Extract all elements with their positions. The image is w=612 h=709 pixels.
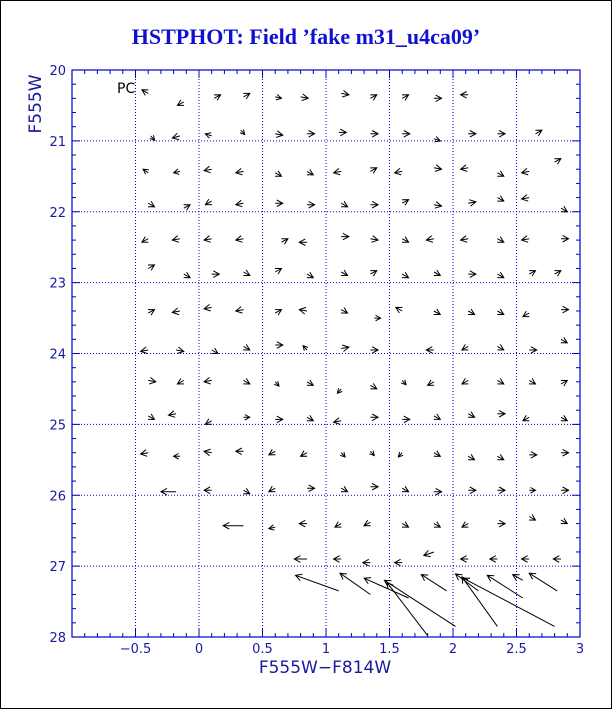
- vector-arrow: [236, 236, 244, 243]
- vector-arrow: [223, 522, 243, 529]
- vector-arrow: [307, 169, 314, 175]
- vector-arrow: [334, 168, 342, 175]
- vector-arrow: [497, 131, 505, 138]
- vector-arrow: [143, 169, 149, 174]
- vector-arrow: [214, 95, 221, 101]
- vector-arrow: [529, 573, 557, 591]
- vector-arrow: [434, 309, 441, 315]
- vector-arrow: [434, 137, 440, 142]
- vector-arrow: [434, 165, 442, 172]
- vector-arrow: [243, 270, 250, 276]
- vector-arrow: [243, 378, 250, 384]
- vector-arrow: [468, 487, 476, 494]
- vector-arrow: [462, 344, 469, 350]
- vector-arrow: [421, 575, 446, 591]
- vector-arrow: [402, 95, 409, 101]
- vector-arrow: [370, 271, 377, 277]
- vector-arrow: [184, 205, 191, 211]
- vector-arrow: [205, 133, 211, 139]
- vector-arrow: [402, 522, 409, 528]
- vector-arrow: [468, 412, 475, 418]
- vector-arrow: [561, 518, 568, 524]
- vector-arrow: [172, 308, 180, 315]
- vector-arrow: [142, 237, 149, 243]
- y-tick-label: 25: [49, 418, 66, 434]
- vector-arrow: [529, 488, 535, 494]
- vector-arrow: [487, 575, 523, 598]
- vector-arrow: [341, 270, 348, 276]
- vector-arrow: [529, 515, 536, 521]
- vector-arrow: [205, 419, 212, 425]
- vector-arrow: [212, 271, 220, 278]
- vector-arrow: [522, 168, 530, 175]
- vector-arrow: [370, 201, 378, 208]
- vector-arrow: [161, 488, 176, 495]
- vector-arrow: [335, 522, 342, 528]
- vector-arrow: [434, 451, 441, 457]
- vector-field: [141, 90, 569, 636]
- vector-arrow: [301, 451, 308, 457]
- vector-arrow: [370, 168, 377, 174]
- vector-arrow: [341, 233, 349, 240]
- vector-arrow: [204, 449, 212, 456]
- vector-arrow: [522, 556, 530, 563]
- x-tick-label: 1.5: [379, 642, 400, 657]
- vector-arrow: [523, 415, 530, 421]
- vector-arrow: [340, 452, 345, 457]
- vector-arrow: [307, 380, 314, 386]
- vector-arrow: [529, 347, 537, 354]
- vector-arrow: [204, 304, 212, 311]
- vector-arrow: [236, 307, 244, 314]
- axis-ticks: [72, 70, 580, 637]
- vector-arrow: [402, 416, 410, 423]
- vector-arrow: [148, 265, 155, 271]
- vector-arrow: [275, 310, 282, 316]
- vector-arrow: [244, 415, 250, 421]
- vector-arrow: [395, 168, 403, 175]
- vector-arrow: [522, 195, 530, 202]
- vector-arrow: [174, 454, 180, 460]
- vector-arrow: [236, 448, 244, 455]
- vector-arrow: [553, 556, 561, 563]
- vector-arrow: [275, 416, 283, 423]
- vector-arrow: [561, 449, 569, 456]
- vector-arrow: [148, 310, 155, 316]
- x-tick-label: 2: [448, 642, 458, 657]
- vector-arrow: [468, 200, 476, 207]
- vector-arrow: [176, 347, 184, 354]
- vector-arrow: [395, 559, 403, 566]
- vector-arrow: [426, 236, 434, 243]
- vector-arrow: [204, 166, 212, 173]
- vector-arrow: [294, 556, 307, 563]
- vector-arrow: [513, 575, 523, 581]
- y-axis-label: F555W: [26, 74, 46, 134]
- vector-arrow: [398, 452, 403, 457]
- vector-arrow: [561, 415, 568, 421]
- vector-arrow: [301, 94, 309, 101]
- vector-arrow: [529, 378, 536, 384]
- vector-arrow: [370, 383, 377, 389]
- vector-arrow: [303, 346, 308, 351]
- vector-arrow: [561, 306, 569, 313]
- pc-annotation: PC: [117, 81, 136, 97]
- vector-arrow: [275, 269, 282, 275]
- vector-arrow: [461, 165, 469, 172]
- vector-arrow: [204, 487, 212, 494]
- vector-arrow: [468, 271, 476, 278]
- vector-arrow: [243, 93, 250, 99]
- vector-arrow: [401, 380, 406, 385]
- vector-arrow: [236, 200, 244, 207]
- vector-arrow: [142, 90, 149, 96]
- vector-arrow: [148, 377, 156, 384]
- vector-arrow: [463, 578, 554, 626]
- vector-arrow: [402, 272, 409, 278]
- vector-arrow: [364, 520, 371, 526]
- vector-arrow: [370, 484, 378, 491]
- vector-arrow: [434, 414, 441, 420]
- vector-arrow: [497, 272, 504, 278]
- vector-arrow: [387, 582, 428, 635]
- vector-arrow: [554, 271, 561, 277]
- vector-arrow: [174, 169, 180, 175]
- vector-arrow: [169, 411, 177, 418]
- vector-arrow: [468, 309, 475, 315]
- vector-arrow: [370, 236, 378, 243]
- vector-arrow: [334, 418, 342, 425]
- vector-arrow: [337, 388, 342, 393]
- y-tick-label: 21: [49, 134, 66, 150]
- vector-arrow: [307, 485, 315, 492]
- vector-arrow: [370, 95, 377, 101]
- x-tick-label: 3: [575, 642, 585, 657]
- vector-arrow: [535, 130, 542, 136]
- vector-arrow: [148, 414, 155, 420]
- vector-arrow: [461, 92, 469, 99]
- vector-arrow: [177, 100, 184, 106]
- vector-arrow: [370, 131, 378, 138]
- vector-arrow: [150, 135, 155, 140]
- vector-arrow: [561, 206, 568, 212]
- vector-arrow: [148, 201, 155, 207]
- vector-arrow: [497, 344, 504, 350]
- vector-arrow: [434, 202, 442, 209]
- y-tick-label: 28: [49, 631, 66, 646]
- vector-arrow: [434, 270, 441, 276]
- vector-arrow: [275, 342, 283, 349]
- vector-arrow: [374, 315, 380, 321]
- vector-arrow: [402, 131, 410, 138]
- vector-arrow: [497, 411, 505, 418]
- x-axis-label: F555W−F814W: [258, 658, 392, 678]
- x-tick-label: −0.5: [119, 642, 152, 657]
- vector-arrow: [468, 131, 476, 138]
- vector-arrow: [307, 272, 314, 278]
- vector-arrow: [243, 344, 250, 350]
- vector-arrow: [275, 171, 282, 177]
- y-tick-label: 22: [49, 205, 66, 221]
- vector-arrow: [307, 201, 315, 208]
- vector-arrow: [497, 196, 504, 202]
- vector-arrow: [497, 520, 505, 527]
- vector-arrow: [307, 415, 314, 421]
- vector-arrow: [299, 520, 307, 527]
- vector-arrow: [269, 525, 275, 531]
- vector-arrow: [434, 95, 442, 102]
- vector-arrow: [497, 378, 504, 384]
- vector-arrow: [369, 451, 374, 456]
- vector-arrow: [236, 168, 244, 175]
- vector-arrow: [384, 580, 455, 626]
- vector-arrow: [529, 271, 536, 277]
- vector-arrow: [340, 573, 370, 594]
- y-tick-label: 20: [49, 64, 66, 79]
- x-tick-label: 0: [194, 642, 204, 657]
- vector-arrow: [269, 486, 276, 492]
- y-tick-label: 23: [49, 276, 66, 292]
- vector-arrow: [529, 452, 537, 459]
- vector-arrow: [434, 522, 441, 528]
- vector-arrow: [274, 381, 279, 386]
- y-tick-label: 24: [49, 347, 66, 363]
- vector-arrow: [424, 550, 434, 556]
- vector-arrow: [402, 237, 409, 243]
- vector-arrow: [296, 574, 339, 591]
- vector-arrow: [426, 347, 434, 354]
- vector-arrow: [339, 129, 347, 136]
- vector-arrow: [212, 348, 219, 354]
- vector-arrow: [561, 487, 569, 494]
- vector-arrow: [243, 488, 250, 494]
- vector-arrow: [363, 559, 371, 566]
- vector-arrow: [461, 236, 469, 243]
- vector-arrow: [240, 130, 245, 135]
- y-tick-label: 27: [49, 560, 66, 576]
- vector-arrow: [205, 199, 212, 205]
- x-tick-label: 1: [321, 642, 331, 657]
- vector-arrow: [341, 201, 348, 207]
- vector-arrow: [402, 486, 409, 492]
- vector-arrow: [497, 237, 504, 243]
- vector-arrow: [334, 556, 342, 563]
- chart-title: HSTPHOT: Field ’fake m31_u4ca09’: [131, 24, 481, 49]
- grid-lines: [72, 70, 580, 637]
- vector-arrow: [341, 90, 349, 97]
- vector-arrow: [370, 414, 378, 421]
- vector-arrow: [497, 487, 505, 494]
- vector-arrow: [497, 454, 504, 460]
- vector-arrow: [172, 133, 180, 139]
- vector-arrow: [461, 556, 469, 563]
- vector-arrow: [523, 311, 530, 317]
- vector-arrow: [341, 308, 348, 314]
- vector-arrow: [281, 239, 288, 245]
- vector-arrow: [172, 236, 180, 243]
- vector-arrow: [141, 450, 149, 457]
- vector-arrow: [341, 345, 349, 352]
- vector-arrow: [554, 159, 561, 165]
- vector-arrow: [275, 131, 283, 138]
- vector-arrow: [341, 486, 348, 492]
- vector-arrow: [456, 574, 479, 591]
- vector-arrow: [497, 171, 504, 177]
- x-tick-label: 2.5: [506, 642, 527, 657]
- vector-arrow: [561, 235, 569, 242]
- vector-arrow: [522, 236, 530, 243]
- vector-arrow: [204, 236, 212, 243]
- vector-arrow: [402, 200, 409, 206]
- vector-arrow: [462, 522, 469, 528]
- vector-arrow: [370, 347, 378, 354]
- vector-arrow: [269, 449, 276, 455]
- vector-arrow: [204, 377, 212, 384]
- vector-arrow: [497, 309, 504, 315]
- vector-arrow: [428, 380, 435, 386]
- vector-arrow: [462, 378, 469, 384]
- y-tick-label: 26: [49, 489, 66, 505]
- plot-area: [72, 70, 580, 637]
- vector-arrow: [299, 307, 307, 314]
- vector-arrow: [561, 337, 568, 343]
- vector-arrow: [468, 454, 475, 460]
- vector-arrow: [184, 272, 191, 278]
- vector-arrow: [396, 307, 403, 313]
- vector-arrow: [275, 200, 283, 207]
- vector-arrow: [141, 347, 149, 354]
- tick-labels: [49, 64, 584, 657]
- x-tick-label: 0.5: [252, 642, 273, 657]
- vector-arrow: [275, 95, 281, 101]
- vector-arrow: [490, 556, 498, 563]
- vector-arrow: [307, 131, 315, 138]
- vector-arrow: [462, 577, 498, 627]
- vector-arrow: [299, 239, 307, 246]
- vector-arrow: [434, 488, 442, 495]
- vector-arrow: [561, 380, 568, 386]
- vector-arrow: [177, 378, 184, 384]
